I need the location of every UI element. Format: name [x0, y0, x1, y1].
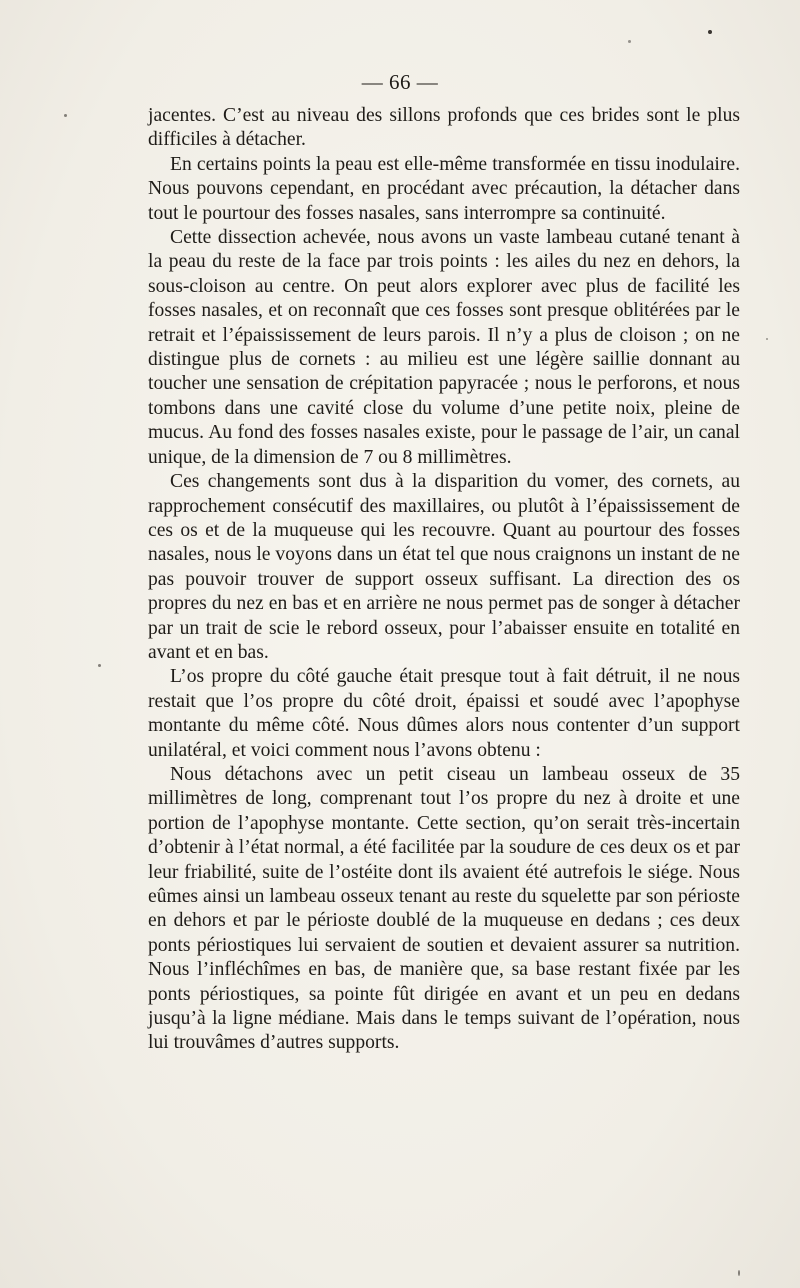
body-text	[148, 104, 740, 1056]
paragraph-2: En certains points la peau est elle-même transformée en tissu inodulaire. Nous pouvons cependant, en procédant avec précaution, la détacher dans tout le pourtour des fosses nasales, sans interrompre sa continuité.	[148, 153, 740, 224]
ink-speck	[98, 664, 101, 667]
ink-speck	[628, 40, 631, 43]
paragraph-4: Ces changements sont dus à la disparition du vomer, des cornets, au rapprochement consécutif des maxillaires, ou plutôt à l’épaississement de ces os et de la muqueuse qui les recouvre. Quant au pourtour des fosses nasales, nous le voyons dans un état tel que nous craignons un instant de ne pas pouvoir trouver de support osseux suffisant. La direction des os propres du nez en bas et en arrière ne nous permet pas de songer à détacher par un trait de scie le rebord osseux, pour l’abaisser ensuite en totalité en avant et en bas.	[148, 471, 740, 663]
paragraph-6: Nous détachons avec un petit ciseau un lambeau osseux de 35 millimètres de long, comprenant tout l’os propre du nez à droite et une portion de l’apophyse montante. Cette section, qu’on serait très-incertain d’obtenir à l’état normal, a été facilitée par la soudure de ces deux os et par leur friabilité, suite de l’ostéite dont ils avaient été autrefois le siége. Nous eûmes ainsi un lambeau osseux tenant au reste du squelette par son périoste en dehors et par le périoste doublé de la muqueuse en dedans ; ces deux ponts périostiques lui servaient de soutien et devaient assurer sa nutrition. Nous l’infléchîmes en bas, de manière que, sa base restant fixée par les ponts périostiques, sa pointe fût dirigée en avant et un peu en dedans jusqu’à la ligne médiane. Mais dans le temps suivant de l’opération, nous lui trouvâmes d’autres supports.	[148, 763, 740, 1054]
paragraph-3: Cette dissection achevée, nous avons un vaste lambeau cutané tenant à la peau du reste de la face par trois points : les ailes du nez en dehors, la sous-cloison au centre. On peut alors explorer avec plus de facilité les fosses nasales, et on reconnaît que ces fosses sont presque oblitérées par le retrait et l’épaississement de leurs parois. Il n’y a plus de cloison ; on ne distingue plus de cornets : au milieu est une légère saillie donnant au toucher une sensation de crépitation papyracée ; nous le perforons, et nous tombons dans une cavité close du volume d’une petite noix, pleine de mucus. Au fond des fosses nasales existe, pour le passage de l’air, un canal unique, de la dimension de 7 ou 8 millimètres.	[148, 227, 740, 468]
ink-speck	[64, 114, 67, 117]
ink-speck	[738, 1270, 740, 1276]
ink-speck	[766, 338, 768, 340]
page-number: — 66 —	[361, 70, 439, 94]
paragraph-5: L’os propre du côté gauche était presque tout à fait détruit, il ne nous restait que l’os propre du côté droit, épaissi et soudé avec l’apophyse montante du même côté. Nous dûmes alors nous contenter d’un support unilatéral, et voici comment nous l’avons obtenu :	[148, 666, 740, 761]
ink-speck	[708, 30, 712, 34]
paragraph-1: jacentes. C’est au niveau des sillons profonds que ces brides sont le plus difficiles à détacher.	[148, 105, 740, 151]
